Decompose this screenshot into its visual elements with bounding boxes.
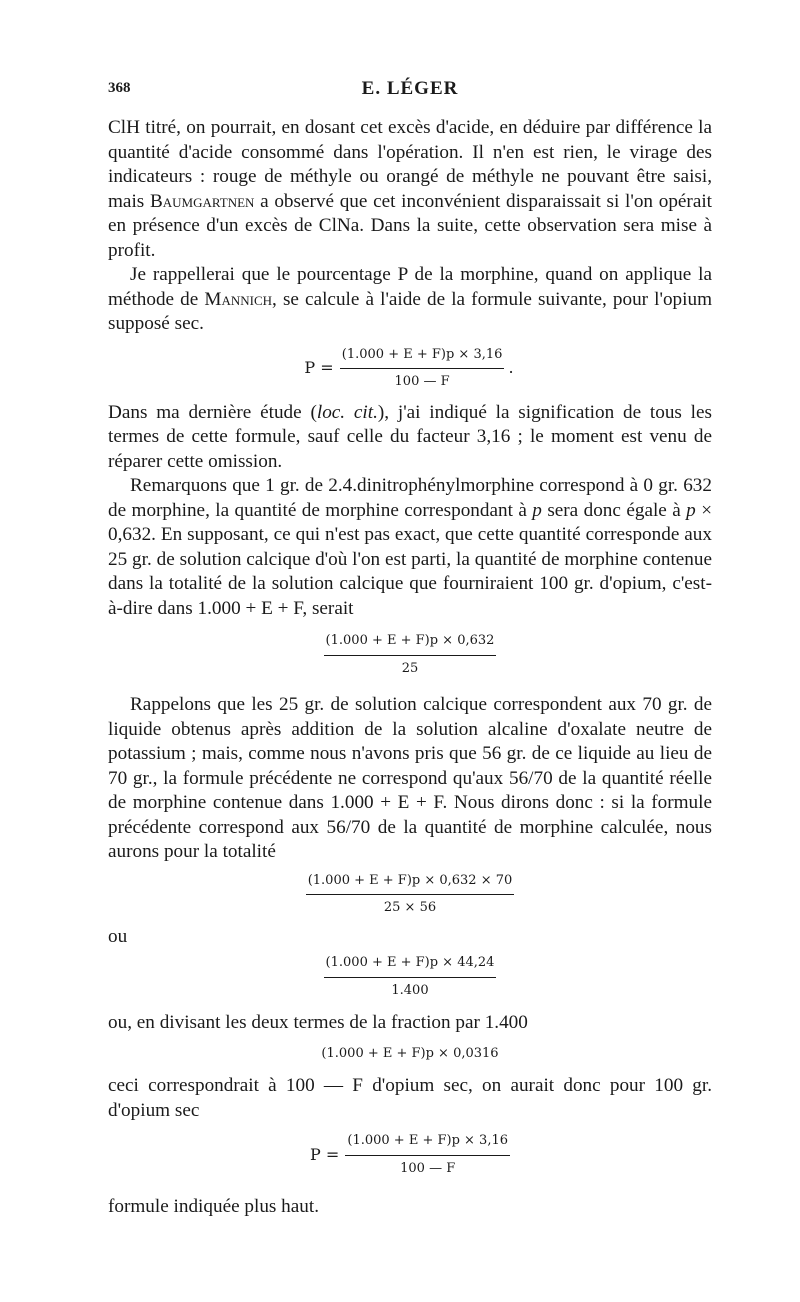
formula-2-denominator: 25 <box>401 660 419 676</box>
formula-1-period: . <box>508 358 514 378</box>
formula-1-numerator: (1.000 + E + F)p × 3,16 <box>340 343 505 370</box>
formula-1-fraction <box>340 343 505 395</box>
paragraph-1-text: ClH titré, on pourrait, en dosant cet excès d'acide, en déduire par différence la quantité d'acide consommé dans l'opération. Il n'en est rien, le virage des indicateurs : rouge de méthyle ou orangé de méthyle ne pouvant être saisi, mais <box>108 117 712 212</box>
paragraph-5-text: Rappelons que les 25 gr. de solution calcique correspondent aux 70 gr. de liquide obtenus après addition de la solution alcaline d'oxalate neutre de potassium ; mais, comme nous n'avons pris que 56 gr. de ce liquide au lieu de 70 gr., la formule précédente ne correspond qu'aux 56/70 de la quantité réelle de morphine contenue dans 1.000 + E + F. Nous dirons donc : si la formule précédente correspond aux 56/70 de la quantité de morphine calculée, nous aurons pour la totalité <box>108 694 712 862</box>
page-header <box>108 80 712 106</box>
paragraph-4-end: × 0,632. En supposant, ce qui n'est pas exact, que cette quantité corresponde aux 25 gr. de solution calcique d'où l'on est parti, la quantité de morphine contenue dans la totalité de la solution calcique que fourniraient 100 gr. d'opium, c'est-à-dire dans 1.000 + E + F, serait <box>108 499 713 619</box>
paragraph-6-text: ou, en divisant les deux termes de la fraction par 1.400 <box>108 1012 528 1033</box>
citation-loc-cit: loc. cit. <box>316 401 378 423</box>
connector-ou: ou <box>108 925 128 947</box>
paragraph-2 <box>108 263 712 337</box>
page-number: 368 <box>108 80 131 96</box>
formula-1 <box>108 343 712 395</box>
paragraph-2-text: Je rappellerai que le pourcentage P de la morphine, quand on applique la méthode de <box>108 264 712 310</box>
formula-6-lhs: P = <box>309 1144 340 1164</box>
formula-2 <box>108 629 712 681</box>
body-text <box>108 116 712 1220</box>
formula-3 <box>108 869 712 921</box>
author-name-mannich: Mannich <box>204 288 273 310</box>
paragraph-8-text: formule indiquée plus haut. <box>108 1196 320 1217</box>
formula-1-denominator: 100 — F <box>394 374 450 389</box>
running-head: E. LÉGER <box>361 78 459 99</box>
paragraph-3-text: Dans ma dernière étude ( <box>108 401 317 423</box>
paragraph-4-text: Remarquons que 1 gr. de 2.4.dinitrophénylmorphine correspond à 0 gr. 632 de morphine, la quantité de morphine correspondant à <box>108 475 712 521</box>
paragraph-3-end: ), j'ai indiqué la signification de tous les termes de cette formule, sauf celle du facteur 3,16 ; le moment est venu de réparer cette omission. <box>108 401 712 472</box>
paragraph-4 <box>108 474 712 621</box>
formula-1-lhs: P = <box>304 358 334 378</box>
paragraph-1-end: a observé que cet inconvénient disparaissait si l'on opérait en présence d'un excès de ClNa. Dans la suite, cette observation sera mise à profit. <box>108 190 712 261</box>
formula-4-numerator: (1.000 + E + F)p × 44,24 <box>324 951 497 978</box>
formula-4 <box>108 951 712 1003</box>
variable-p-2: p <box>686 499 696 521</box>
formula-4-fraction <box>324 951 497 1003</box>
author-name-baumgartnen: Baumgartnen <box>149 190 255 212</box>
paragraph-5 <box>108 693 712 865</box>
paragraph-7 <box>108 1074 712 1123</box>
formula-3-numerator: (1.000 + E + F)p × 0,632 × 70 <box>306 869 515 896</box>
paragraph-8 <box>108 1195 712 1220</box>
formula-3-denominator: 25 × 56 <box>383 900 437 915</box>
formula-6-denominator: 100 — F <box>400 1160 456 1176</box>
formula-6-fraction <box>345 1129 510 1181</box>
formula-2-numerator: (1.000 + E + F)p × 0,632 <box>324 629 497 656</box>
paragraph-6 <box>108 1011 712 1036</box>
formula-5: (1.000 + E + F)p × 0,0316 <box>321 1045 499 1061</box>
formula-3-fraction <box>306 869 515 921</box>
paragraph-4-mid: sera donc égale à <box>547 499 681 521</box>
formula-2-fraction <box>324 629 497 681</box>
paragraph-7-text: ceci correspondrait à 100 — F d'opium sec, on aurait donc pour 100 gr. d'opium sec <box>108 1075 712 1121</box>
formula-4-denominator: 1.400 <box>391 982 429 998</box>
variable-p: p <box>532 499 542 521</box>
formula-6 <box>108 1129 712 1181</box>
paragraph-3 <box>108 401 712 475</box>
paragraph-1 <box>108 116 712 263</box>
paragraph-2-end: , se calcule à l'aide de la formule suivante, pour l'opium supposé sec. <box>108 288 712 334</box>
formula-6-numerator: (1.000 + E + F)p × 3,16 <box>345 1129 510 1156</box>
